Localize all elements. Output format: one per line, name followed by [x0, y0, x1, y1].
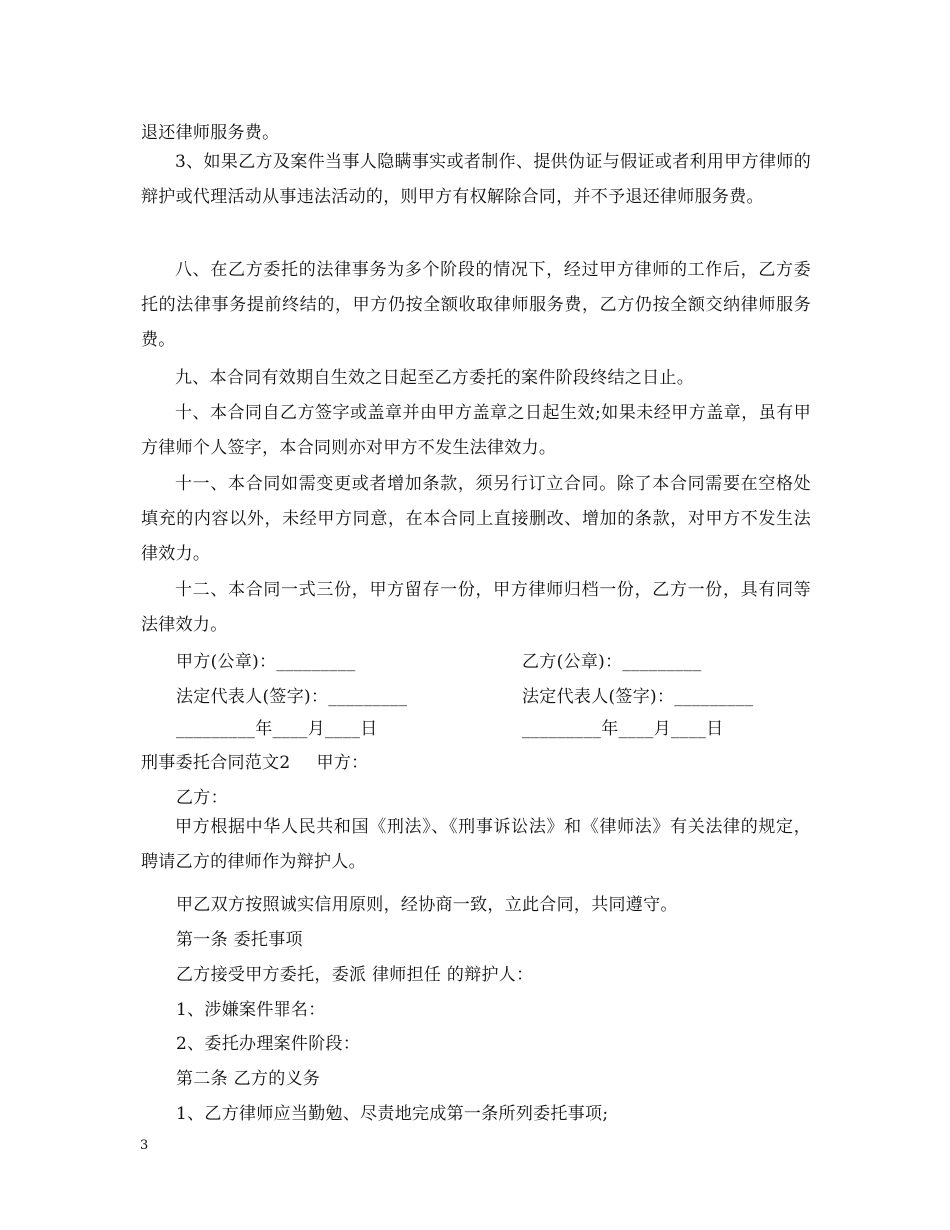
clause-8-paragraph: 八、在乙方委托的法律事务为多个阶段的情况下，经过甲方律师的工作后，乙方委托的法律事务提前终结的，甲方仍按全额收取律师服务费，乙方仍按全额交纳律师服务费。 [141, 260, 811, 350]
party-a-label: 甲方： [316, 753, 369, 773]
clause-9-paragraph: 九、本合同有效期自生效之日起至乙方委托的案件阶段终结之日止。 [175, 368, 694, 388]
preamble-paragraph: 甲方根据中华人民共和国《刑法》、《刑事诉讼法》和《律师法》有关法律的规定，聘请乙方的律师作为辩护人。 [141, 817, 811, 872]
clause-3-paragraph: 3、如果乙方及案件当事人隐瞒事实或者制作、提供伪证与假证或者利用甲方律师的辩护或代理活动从事违法活动的，则甲方有权解除合同，并不予退还律师服务费。 [141, 152, 811, 207]
article-2-item-1: 1、乙方律师应当勤勉、尽责地完成第一条所列委托事项; [176, 1104, 609, 1124]
clause-10-paragraph: 十、本合同自乙方签字或盖章并由甲方盖章之日起生效;如果未经甲方盖章，虽有甲方律师个人签字，本合同则亦对甲方不发生法律效力。 [141, 403, 811, 458]
party-b-seal: 乙方(公章)：_________ [522, 652, 702, 672]
clause-12-paragraph: 十二、本合同一式三份，甲方留存一份，甲方律师归档一份，乙方一份，具有同等法律效力。 [141, 580, 811, 635]
party-a-representative: 法定代表人(签字)：_________ [176, 687, 408, 707]
article-1-heading: 第一条 委托事项 [176, 930, 303, 950]
party-b-date: _________年____月____日 [522, 719, 724, 739]
section-heading [141, 748, 368, 773]
agreement-statement: 甲乙双方按照诚实信用原则，经协商一致，立此合同，共同遵守。 [176, 895, 678, 915]
clause-11-paragraph: 十一、本合同如需变更或者增加条款，须另行订立合同。除了本合同需要在空格处填充的内容以外，未经甲方同意，在本合同上直接删改、增加的条款，对甲方不发生法律效力。 [141, 474, 811, 564]
page-number: 3 [140, 1138, 149, 1153]
article-1-text: 乙方接受甲方委托，委派 律师担任 的辩护人： [176, 965, 534, 985]
section-title: 刑事委托合同范文2 [141, 753, 291, 773]
article-1-item-2: 2、委托办理案件阶段： [176, 1034, 361, 1054]
article-1-item-1: 1、涉嫌案件罪名： [176, 1000, 326, 1020]
article-2-heading: 第二条 乙方的义务 [176, 1069, 321, 1089]
party-b-representative: 法定代表人(签字)：_________ [522, 687, 754, 707]
party-a-seal: 甲方(公章)：_________ [176, 652, 356, 672]
party-b-label: 乙方： [176, 788, 228, 808]
paragraph-continuation: 退还律师服务费。 [141, 123, 280, 143]
party-a-date: _________年____月____日 [176, 719, 378, 739]
